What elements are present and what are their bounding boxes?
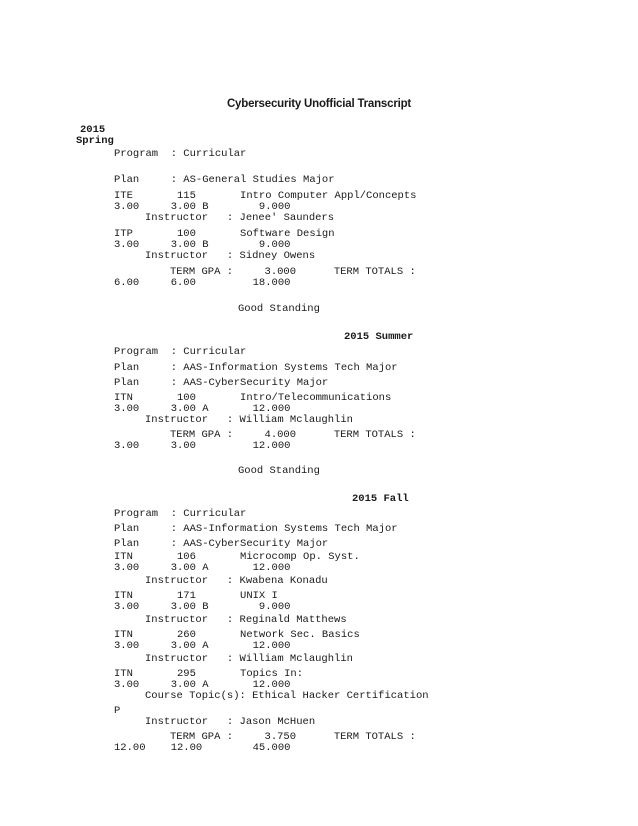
term-year: 2015 [80, 124, 106, 136]
plan-line: Plan : AAS-CyberSecurity Major [114, 377, 329, 389]
term-gpa-line: TERM GPA : 3.750 TERM TOTALS : [170, 731, 416, 743]
course-line: ITN 171 UNIX I [114, 590, 278, 602]
instructor-line: Instructor : Sidney Owens [145, 250, 316, 262]
course-topic-line: Course Topic(s): Ethical Hacker Certification [145, 690, 429, 702]
course-line: ITN 260 Network Sec. Basics [114, 629, 360, 641]
course-line: ITE 115 Intro Computer Appl/Concepts [114, 190, 417, 202]
plan-line: Plan : AAS-Information Systems Tech Major [114, 523, 398, 535]
grade-line: 3.00 3.00 B 9.000 [114, 239, 291, 251]
term-totals-line: 12.00 12.00 45.000 [114, 742, 291, 754]
term-heading: 2015 Summer [344, 331, 414, 343]
instructor-line: Instructor : Jason McHuen [145, 716, 316, 728]
term-gpa-line: TERM GPA : 4.000 TERM TOTALS : [170, 429, 416, 441]
grade-line: 3.00 3.00 A 12.000 [114, 562, 291, 574]
plan-line: Plan : AAS-Information Systems Tech Major [114, 362, 398, 374]
course-topic-continuation: P [114, 705, 121, 717]
term-totals-line: 6.00 6.00 18.000 [114, 277, 291, 289]
program-line: Program : Curricular [114, 508, 247, 520]
course-line: ITN 106 Microcomp Op. Syst. [114, 551, 360, 563]
standing-line: Good Standing [238, 303, 320, 315]
grade-line: 3.00 3.00 A 12.000 [114, 640, 291, 652]
term-gpa-line: TERM GPA : 3.000 TERM TOTALS : [170, 266, 416, 278]
plan-line: Plan : AAS-CyberSecurity Major [114, 538, 329, 550]
instructor-line: Instructor : Kwabena Konadu [145, 575, 328, 587]
instructor-line: Instructor : William Mclaughlin [145, 414, 353, 426]
grade-line: 3.00 3.00 B 9.000 [114, 601, 291, 613]
course-line: ITP 100 Software Design [114, 228, 335, 240]
term-heading: 2015 Fall [352, 493, 409, 505]
instructor-line: Instructor : William Mclaughlin [145, 653, 353, 665]
standing-line: Good Standing [238, 465, 320, 477]
course-line: ITN 100 Intro/Telecommunications [114, 392, 392, 404]
grade-line: 3.00 3.00 B 9.000 [114, 201, 291, 213]
grade-line: 3.00 3.00 A 12.000 [114, 403, 291, 415]
program-line: Program : Curricular [114, 148, 247, 160]
course-line: ITN 295 Topics In: [114, 668, 304, 680]
grade-line: 3.00 3.00 A 12.000 [114, 679, 291, 691]
plan-line: Plan : AS-General Studies Major [114, 174, 335, 186]
program-line: Program : Curricular [114, 346, 247, 358]
instructor-line: Instructor : Reginald Matthews [145, 614, 347, 626]
instructor-line: Instructor : Jenee' Saunders [145, 212, 335, 224]
term-heading: Spring [76, 135, 114, 147]
page-title: Cybersecurity Unofficial Transcript [226, 98, 412, 110]
term-totals-line: 3.00 3.00 12.000 [114, 440, 291, 452]
